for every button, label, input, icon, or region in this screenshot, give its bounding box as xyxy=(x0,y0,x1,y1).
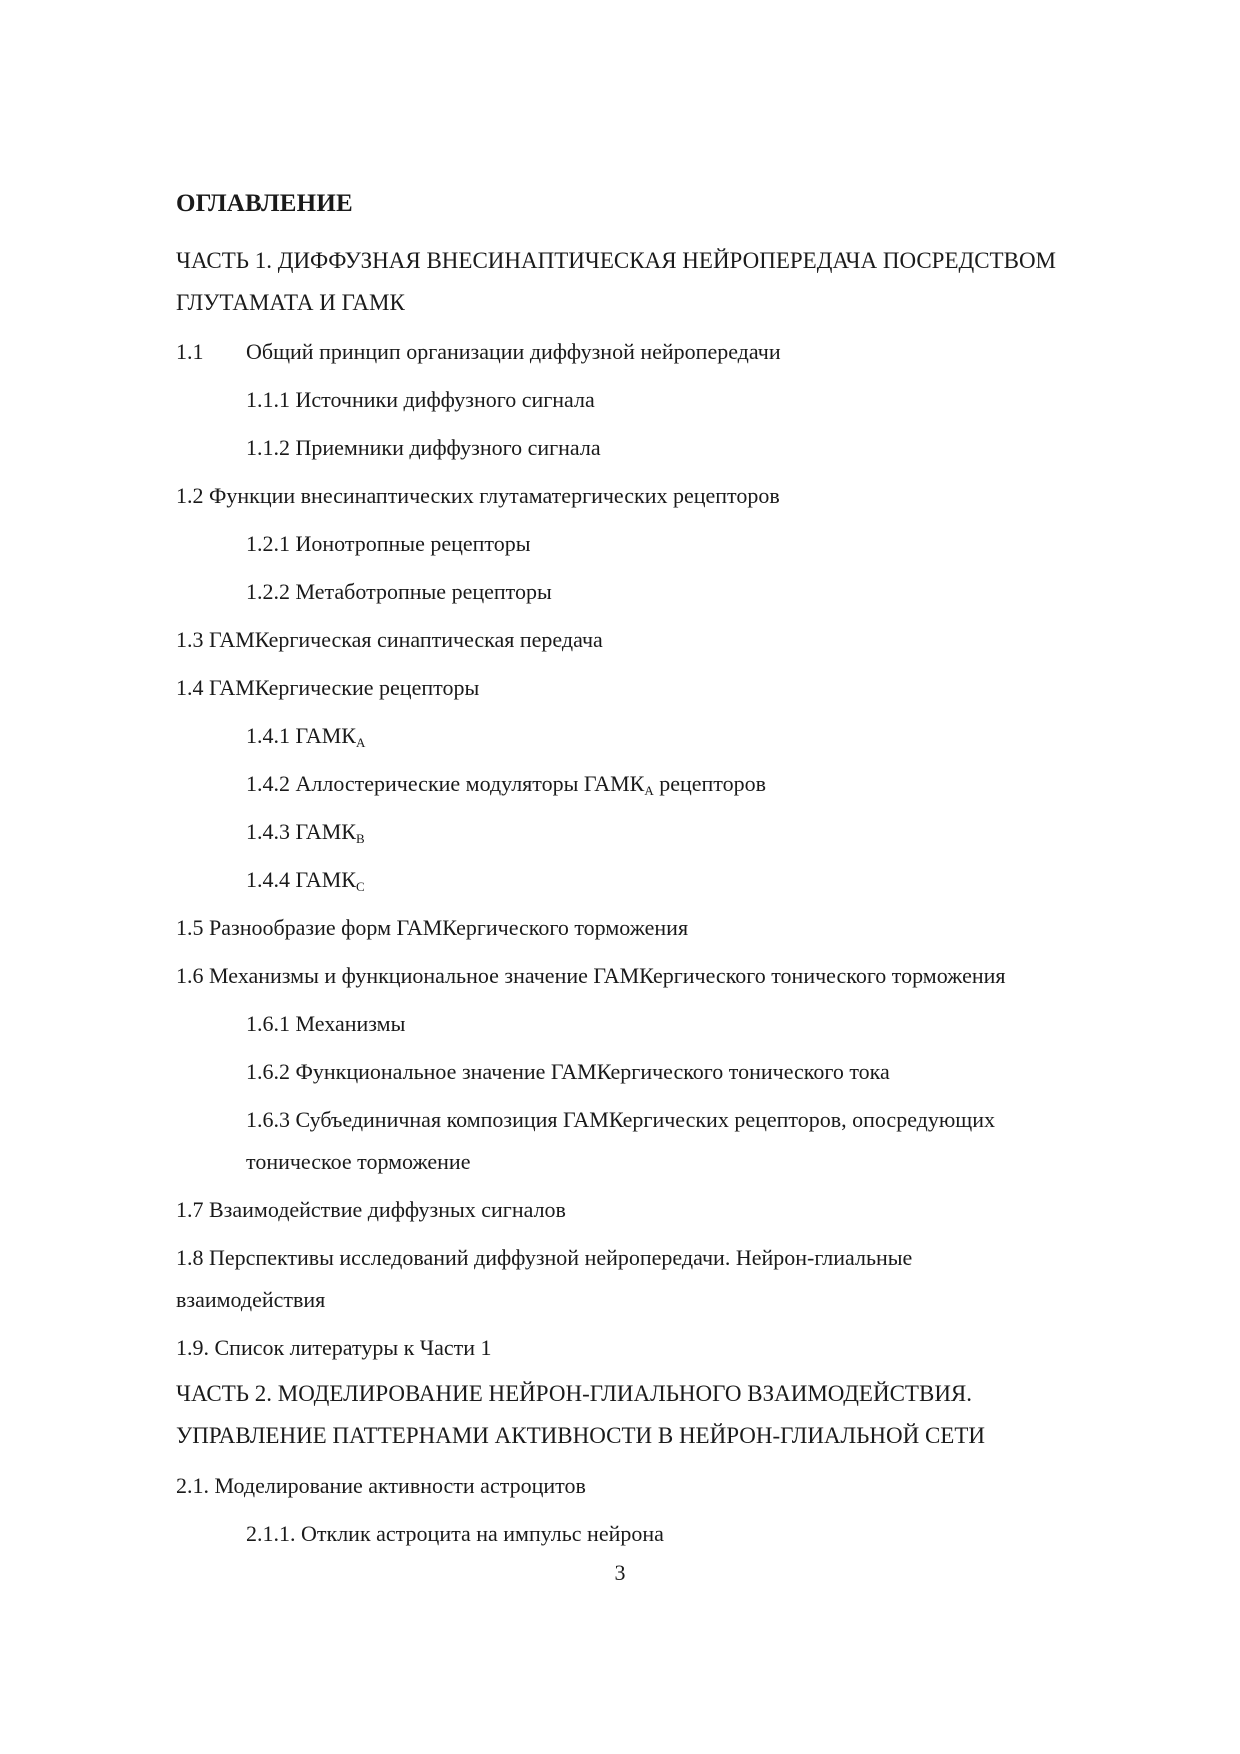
subscript: A xyxy=(644,783,654,798)
subscript: C xyxy=(355,879,365,894)
toc-heading: ОГЛАВЛЕНИЕ xyxy=(176,190,353,217)
page-number: 3 xyxy=(614,1560,626,1585)
toc-part1-line1[interactable]: ЧАСТЬ 1. ДИФФУЗНАЯ ВНЕСИНАПТИЧЕСКАЯ НЕЙРОПЕРЕДАЧА ПОСРЕДСТВОМ xyxy=(176,248,1057,273)
toc-item-text-rest: рецепторов xyxy=(653,771,767,796)
toc-item-1-2[interactable]: 1.2 Функции внесинаптических глутаматергических рецепторов xyxy=(176,483,780,508)
toc-item-1-4[interactable]: 1.4 ГАМКергические рецепторы xyxy=(176,675,480,700)
toc-item-1-2-2[interactable]: 1.2.2 Метаботропные рецепторы xyxy=(246,579,552,604)
toc-item-1-8-line1[interactable]: 1.8 Перспективы исследований диффузной нейропередачи. Нейрон-глиальные xyxy=(176,1245,913,1270)
toc-item-1-6-1[interactable]: 1.6.1 Механизмы xyxy=(246,1011,406,1036)
subscript: A xyxy=(355,735,366,750)
toc-item-number: 1.1 xyxy=(176,339,204,364)
toc-item-1-7[interactable]: 1.7 Взаимодействие диффузных сигналов xyxy=(176,1197,566,1222)
toc-item-1-1[interactable] xyxy=(176,339,781,365)
toc-item-1-6-3-line1[interactable]: 1.6.3 Субъединичная композиция ГАМКергических рецепторов, опосредующих xyxy=(246,1107,996,1132)
toc-item-1-1-1[interactable]: 1.1.1 Источники диффузного сигнала xyxy=(246,387,595,412)
toc-part2-line1[interactable]: ЧАСТЬ 2. МОДЕЛИРОВАНИЕ НЕЙРОН-ГЛИАЛЬНОГО ВЗАИМОДЕЙСТВИЯ. xyxy=(176,1381,973,1406)
toc-part1-line2[interactable]: ГЛУТАМАТА И ГАМК xyxy=(176,290,405,315)
toc-item-1-8-line2[interactable]: взаимодействия xyxy=(176,1287,326,1312)
toc-item-1-2-1[interactable]: 1.2.1 Ионотропные рецепторы xyxy=(246,531,531,556)
toc-item-1-4-1[interactable] xyxy=(246,723,365,749)
toc-item-1-4-3[interactable] xyxy=(246,819,365,845)
subscript: B xyxy=(355,831,365,846)
toc-item-text: 1.4.1 ГАМК xyxy=(246,723,356,748)
toc-item-1-4-4[interactable] xyxy=(246,867,365,893)
toc-item-text: 1.4.2 Аллостерические модуляторы ГАМК xyxy=(246,771,645,796)
toc-item-1-5[interactable]: 1.5 Разнообразие форм ГАМКергического торможения xyxy=(176,915,689,940)
toc-item-1-6-3-line2[interactable]: тоническое торможение xyxy=(246,1149,471,1174)
toc-part2-line2[interactable]: УПРАВЛЕНИЕ ПАТТЕРНАМИ АКТИВНОСТИ В НЕЙРОН-ГЛИАЛЬНОЙ СЕТИ xyxy=(176,1423,985,1448)
toc-item-2-1-1[interactable]: 2.1.1. Отклик астроцита на импульс нейрона xyxy=(246,1521,664,1546)
toc-item-1-1-2[interactable]: 1.1.2 Приемники диффузного сигнала xyxy=(246,435,601,460)
toc-item-text: 1.4.4 ГАМК xyxy=(246,867,356,892)
toc-item-1-6-2[interactable]: 1.6.2 Функциональное значение ГАМКергического тонического тока xyxy=(246,1059,890,1084)
toc-item-1-4-2[interactable] xyxy=(246,771,766,797)
toc-item-1-9[interactable]: 1.9. Список литературы к Части 1 xyxy=(176,1335,492,1360)
toc-item-text: 1.4.3 ГАМК xyxy=(246,819,356,844)
toc-item-2-1[interactable]: 2.1. Моделирование активности астроцитов xyxy=(176,1473,586,1498)
toc-item-1-3[interactable]: 1.3 ГАМКергическая синаптическая передача xyxy=(176,627,603,652)
toc-item-text: Общий принцип организации диффузной нейропередачи xyxy=(246,339,781,364)
toc-item-1-6[interactable]: 1.6 Механизмы и функциональное значение ГАМКергического тонического торможения xyxy=(176,963,1006,988)
